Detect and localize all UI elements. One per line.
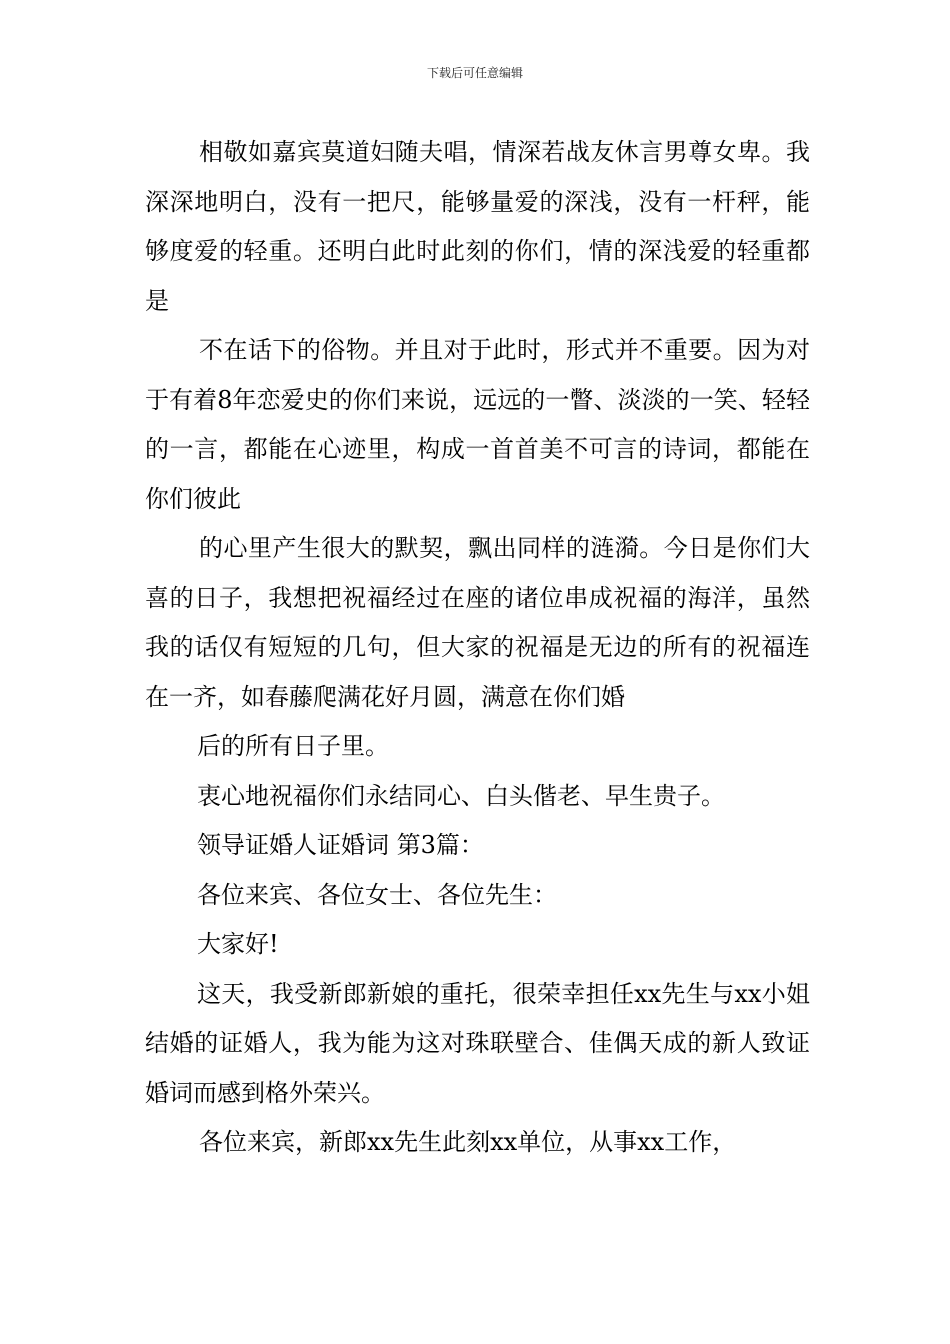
section-heading: 领导证婚人证婚词 第3篇：	[197, 831, 484, 859]
paragraph-6: 这天，我受新郎新娘的重托，很荣幸担任xx先生与xx小姐结婚的证婚人，我为能为这对珠联壁合、佳偶天成的新人致证婚词而感到格外荣兴。	[145, 979, 810, 1107]
paragraph-2: 不在话下的俗物。并且对于此时，形式并不重要。因为对于有着8年恋爱史的你们来说，远远的一瞥、淡淡的一笑、轻轻的一言，都能在心迹里，构成一首首美不可言的诗词，都能在你们彼此	[145, 336, 810, 513]
paragraph-1: 相敬如嘉宾莫道妇随夫唱，情深若战友休言男尊女卑。我深深地明白，没有一把尺，能够量爱的深浅，没有一杆秤，能够度爱的轻重。还明白此时此刻的你们，情的深浅爱的轻重都是	[145, 138, 810, 315]
paragraph-3: 的心里产生很大的默契，飘出同样的涟漪。今日是你们大喜的日子，我想把祝福经过在座的诸位串成祝福的海洋，虽然我的话仅有短短的几句，但大家的祝福是无边的所有的祝福连在一齐，如春藤爬满花好月圆，满意在你们婚	[145, 534, 810, 711]
paragraph-greeting: 大家好!	[197, 930, 279, 958]
paragraph-salutation: 各位来宾、各位女士、各位先生：	[197, 880, 557, 909]
paragraph-7: 各位来宾，新郎xx先生此刻xx单位，从事xx工作，	[199, 1128, 737, 1156]
document-body	[145, 128, 810, 1168]
paragraph-5: 衷心地祝福你们永结同心、白头偕老、早生贵子。	[197, 781, 725, 810]
paragraph-4: 后的所有日子里。	[197, 732, 389, 760]
page-header: 下载后可任意编辑	[426, 66, 523, 80]
